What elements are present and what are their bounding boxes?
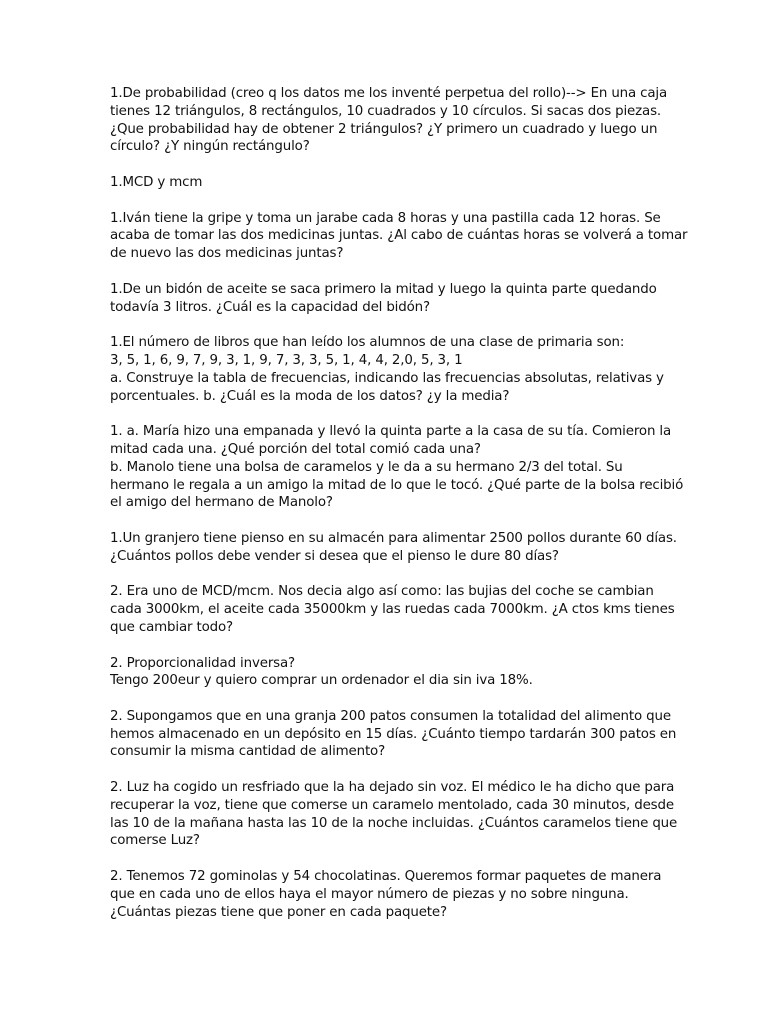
text-line: comerse Luz? xyxy=(110,833,200,849)
text-line: consumir la misma cantidad de alimento? xyxy=(110,744,386,760)
problem-paragraph xyxy=(110,281,670,317)
text-line: 2. Proporcionalidad inversa? xyxy=(110,655,296,671)
text-line: 1.Un granjero tiene pienso en su almacén para alimentar 2500 pollos durante 60 días. xyxy=(110,530,677,546)
problem-paragraph xyxy=(110,868,670,921)
text-line: a. Construye la tabla de frecuencias, indicando las frecuencias absolutas, relativas y xyxy=(110,370,664,386)
text-line: cada 3000km, el aceite cada 35000km y las ruedas cada 7000km. ¿A ctos kms tienes xyxy=(110,602,675,618)
text-line: círculo? ¿Y ningún rectángulo? xyxy=(110,139,310,155)
text-line: ¿Cuántas piezas tiene que poner en cada paquete? xyxy=(110,904,447,920)
text-line: 2. Supongamos que en una granja 200 patos consumen la totalidad del alimento que xyxy=(110,708,671,724)
problem-paragraph xyxy=(110,655,670,691)
text-line: acaba de tomar las dos medicinas juntas. ¿Al cabo de cuántas horas se volverá a tomar xyxy=(110,228,688,244)
text-line: 2. Era uno de MCD/mcm. Nos decia algo así como: las bujias del coche se cambian xyxy=(110,584,654,600)
text-line: 1.De un bidón de aceite se saca primero la mitad y luego la quinta parte quedando xyxy=(110,281,657,297)
section-heading xyxy=(110,174,670,192)
text-line: ¿Cuántos pollos debe vender si desea que el pienso le dure 80 días? xyxy=(110,548,559,564)
text-line: hemos almacenado en un depósito en 15 días. ¿Cuánto tiempo tardarán 300 patos en xyxy=(110,726,677,742)
text-line: tienes 12 triángulos, 8 rectángulos, 10 cuadrados y 10 círculos. Si sacas dos piezas. xyxy=(110,103,662,119)
problem-paragraph xyxy=(110,210,688,263)
text-line: que en cada uno de ellos haya el mayor número de piezas y no sobre ninguna. xyxy=(110,886,629,902)
text-line: 1.MCD y mcm xyxy=(110,174,203,190)
text-line: 3, 5, 1, 6, 9, 7, 9, 3, 1, 9, 7, 3, 3, 5, 1, 4, 4, 2,0, 5, 3, 1 xyxy=(110,352,463,368)
text-line: recuperar la voz, tiene que comerse un caramelo mentolado, cada 30 minutos, desde xyxy=(110,797,674,813)
document-page xyxy=(110,85,688,939)
text-line: ¿Que probabilidad hay de obtener 2 triángulos? ¿Y primero un cuadrado y luego un xyxy=(110,121,658,137)
problem-paragraph xyxy=(110,708,677,761)
text-line: 2. Luz ha cogido un resfriado que la ha dejado sin voz. El médico le ha dicho que para xyxy=(110,780,675,796)
text-line: hermano le regala a un amigo la mitad de lo que le tocó. ¿Qué parte de la bolsa recibió xyxy=(110,477,684,493)
problem-paragraph xyxy=(110,334,670,405)
problem-paragraph xyxy=(110,530,677,566)
problem-paragraph xyxy=(110,423,684,512)
problem-paragraph xyxy=(110,583,675,636)
text-line: 1.Iván tiene la gripe y toma un jarabe cada 8 horas y una pastilla cada 12 horas. Se xyxy=(110,210,661,226)
text-line: el amigo del hermano de Manolo? xyxy=(110,495,333,511)
text-line: mitad cada una. ¿Qué porción del total comió cada una? xyxy=(110,441,481,457)
text-line: las 10 de la mañana hasta las 10 de la noche incluidas. ¿Cuántos caramelos tiene que xyxy=(110,815,678,831)
problem-paragraph xyxy=(110,779,678,850)
text-line: de nuevo las dos medicinas juntas? xyxy=(110,246,344,262)
text-line: 2. Tenemos 72 gominolas y 54 chocolatinas. Queremos formar paquetes de manera xyxy=(110,869,662,885)
text-line: 1. a. María hizo una empanada y llevó la quinta parte a la casa de su tía. Comieron la xyxy=(110,424,672,440)
text-line: 1.El número de libros que han leído los alumnos de una clase de primaria son: xyxy=(110,335,625,351)
text-line: que cambiar todo? xyxy=(110,619,233,635)
text-line: porcentuales. b. ¿Cuál es la moda de los datos? ¿y la media? xyxy=(110,388,510,404)
problem-paragraph xyxy=(110,85,670,156)
text-line: Tengo 200eur y quiero comprar un ordenador el dia sin iva 18%. xyxy=(110,673,533,689)
text-line: todavía 3 litros. ¿Cuál es la capacidad del bidón? xyxy=(110,299,430,315)
text-line: 1.De probabilidad (creo q los datos me los inventé perpetua del rollo)--> En una caja xyxy=(110,86,668,101)
text-line: b. Manolo tiene una bolsa de caramelos y le da a su hermano 2/3 del total. Su xyxy=(110,459,623,475)
